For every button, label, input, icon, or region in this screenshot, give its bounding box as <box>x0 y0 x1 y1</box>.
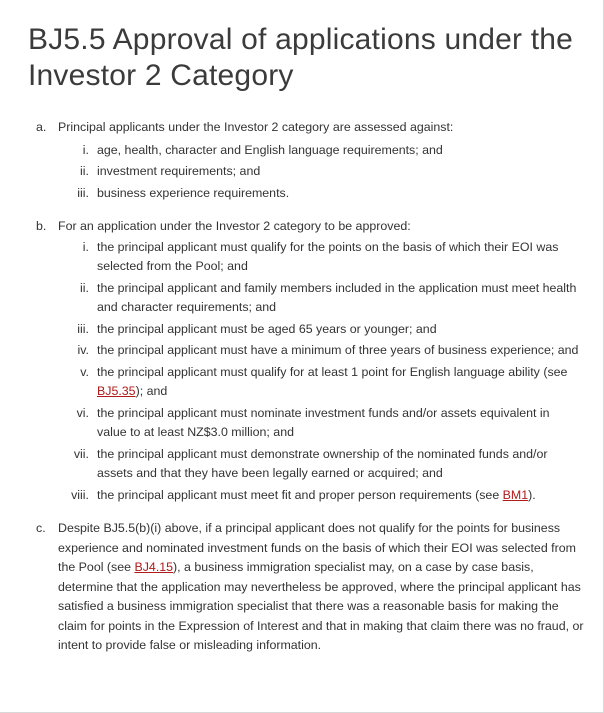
section-intro: For an application under the Investor 2 category to be approved: <box>58 219 411 233</box>
item-text: business experience requirements. <box>97 185 290 200</box>
section-marker: a. <box>36 120 47 134</box>
item-text: the principal applicant must have a minimum of three years of business experience; and <box>97 343 579 357</box>
page-title: BJ5.5 Approval of applications under the Investor 2 Category <box>28 23 574 92</box>
list-item <box>0 141 600 161</box>
item-marker: v. <box>80 364 89 379</box>
item-marker: i. <box>82 239 89 254</box>
item-text <box>97 363 582 402</box>
item-marker: viii. <box>71 487 89 502</box>
section-a <box>0 118 600 203</box>
item-marker: ii. <box>80 164 89 178</box>
item-text: the principal applicant must nominate investment funds and/or assets equivalent in value to at least NZ$3.0 million; and <box>97 405 550 439</box>
list-item <box>0 445 600 484</box>
list-item <box>0 238 600 277</box>
item-text: the principal applicant and family members included in the application must meet health and character requirements; and <box>97 280 577 314</box>
list-item <box>0 341 600 361</box>
item-text-after: ); and <box>135 384 168 398</box>
item-text: the principal applicant must qualify for the points on the basis of which their EOI was selected from the Pool; and <box>97 239 559 273</box>
item-marker: iii. <box>77 185 89 200</box>
item-text: the principal applicant must be aged 65 years or younger; and <box>97 321 437 336</box>
item-marker: iii. <box>77 321 89 336</box>
item-text-before: the principal applicant must qualify for at least 1 point for English language ability (see <box>97 364 568 379</box>
item-text-before: the principal applicant must meet fit and proper person requirements (see <box>97 487 503 502</box>
item-text <box>97 486 582 506</box>
reference-link-bj5-35[interactable]: BJ5.35 <box>97 384 136 398</box>
item-marker: i. <box>82 142 89 157</box>
section-marker: c. <box>36 521 46 535</box>
section-paragraph <box>58 519 588 656</box>
list-item <box>0 279 600 318</box>
section-marker: b. <box>36 219 47 233</box>
list-item <box>0 404 600 443</box>
item-marker: ii. <box>80 280 89 295</box>
list-item <box>0 184 600 204</box>
item-marker: vii. <box>73 446 89 461</box>
reference-link-bm1[interactable]: BM1 <box>502 487 529 502</box>
item-marker: vi. <box>76 405 89 420</box>
list-item <box>0 363 600 402</box>
section-b <box>0 217 600 505</box>
paragraph-text-after: ), a business immigration specialist may, on a case by case basis, determine that the application may nevertheless be approved, where the principal applicant has satisfied a business immigration specialist that there was a reasonable basis for making the claim for points in the Expression of Interest and that in making that claim there was no fraud, or intent to provide false or misleading information. <box>58 560 584 652</box>
reference-link-bj4-15[interactable]: BJ4.15 <box>134 560 174 574</box>
list-item <box>0 486 600 506</box>
item-text-after: ). <box>528 487 536 502</box>
item-text: age, health, character and English language requirements; and <box>97 142 443 157</box>
section-intro: Principal applicants under the Investor 2 category are assessed against: <box>58 120 454 134</box>
document-body <box>0 118 600 669</box>
item-text: investment requirements; and <box>97 164 261 178</box>
list-item <box>0 162 600 182</box>
paragraph-text-before: Despite BJ5.5(b)(i) above, if a principal applicant does not qualify for the points for business experience and nominated investment funds on the basis of which their EOI was selected from the Pool (see <box>58 521 576 574</box>
item-text: the principal applicant must demonstrate ownership of the nominated funds and/or assets and that they have been legally earned or acquired; and <box>97 446 548 480</box>
section-c <box>0 519 600 656</box>
list-item <box>0 320 600 340</box>
item-marker: iv. <box>77 343 89 357</box>
